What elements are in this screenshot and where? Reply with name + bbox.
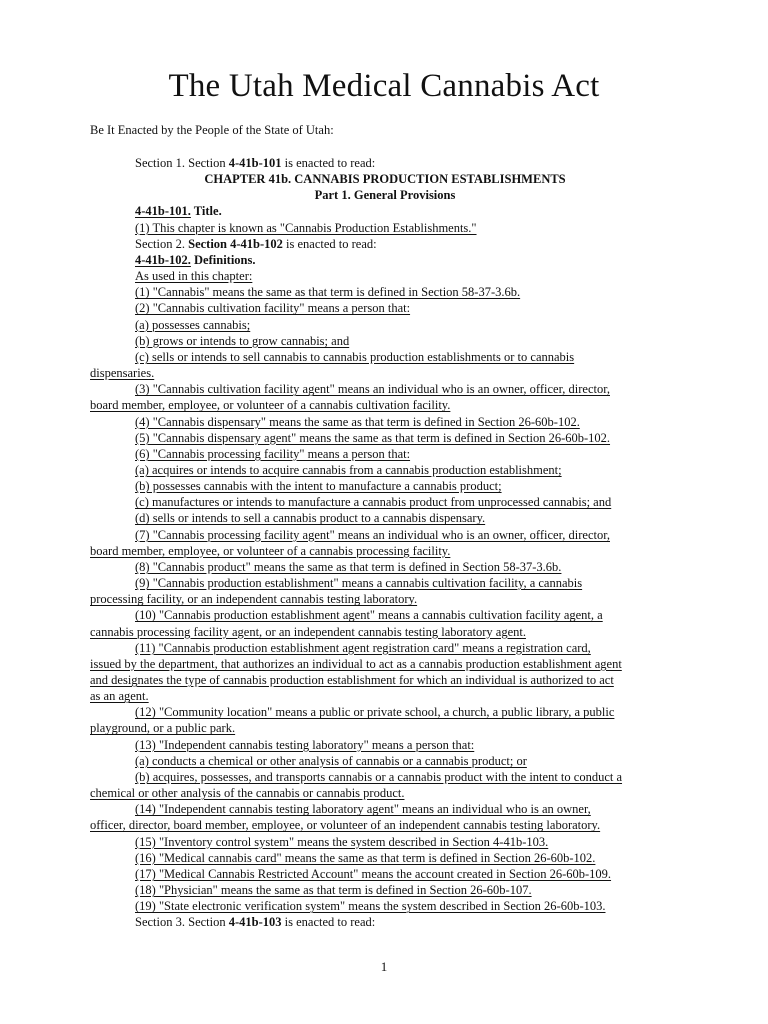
definition-6a: (a) acquires or intends to acquire cannabis from a cannabis production establishment; [135,462,562,477]
definition-18: (18) "Physician" means the same as that term is defined in Section 26-60b-107. [135,883,532,898]
definition-13b: (b) acquires, possesses, and transports cannabis or a cannabis product with the intent to conduct a [135,769,623,784]
definition-16: (16) "Medical cannabis card" means the same as that term is defined in Section 26-60b-102. [135,850,596,865]
section-1-intro: Section 1. Section 4-41b-101 is enacted to read: [135,156,376,170]
definition-19: (19) "State electronic verification system" means the system described in Section 26-60b-103. [135,899,606,914]
definition-12: (12) "Community location" means a public or private school, a church, a public library, a public [135,705,615,720]
definition-2b: (b) grows or intends to grow cannabis; and [135,333,350,348]
definition-2c: (c) sells or intends to sell cannabis to cannabis production establishments or to cannabis [135,349,575,364]
definition-6d: (d) sells or intends to sell a cannabis product to a cannabis dispensary. [135,511,486,526]
definition-9: (9) "Cannabis production establishment" means a cannabis cultivation facility, a cannabis [135,576,583,591]
section-101-heading: 4-41b-101. Title. [135,204,222,219]
enacting-clause: Be It Enacted by the People of the State of Utah: [90,123,334,137]
definition-12-cont: playground, or a public park. [90,721,236,736]
definition-4: (4) "Cannabis dispensary" means the same as that term is defined in Section 26-60b-102. [135,414,580,429]
section-102-heading: 4-41b-102. Definitions. [135,252,256,267]
definition-10: (10) "Cannabis production establishment agent" means a cannabis cultivation facility agent, a [135,608,603,623]
chapter-heading: CHAPTER 41b. CANNABIS PRODUCTION ESTABLISHMENTS [204,172,566,187]
definition-9-cont: processing facility, or an independent cannabis testing laboratory. [90,592,418,607]
definition-2a: (a) possesses cannabis; [135,317,251,332]
definition-11-cont-2: and designates the type of cannabis production establishment for which an individual is authorized to act [90,673,614,687]
definitions-intro: As used in this chapter: [135,269,253,284]
definition-1: (1) "Cannabis" means the same as that term is defined in Section 58-37-3.6b. [135,285,521,300]
section-3-intro: Section 3. Section 4-41b-103 is enacted to read: [135,915,376,930]
part-heading: Part 1. General Provisions [314,188,456,203]
definition-17: (17) "Medical Cannabis Restricted Account" means the account created in Section 26-60b-109. [135,866,612,881]
definition-5: (5) "Cannabis dispensary agent" means the same as that term is defined in Section 26-60b-102. [135,430,611,445]
definition-13a: (a) conducts a chemical or other analysis of cannabis or a cannabis product; or [135,753,527,768]
definition-11-cont-1: issued by the department, that authorizes an individual to act as a cannabis production establishment agent [90,656,622,671]
definition-13b-cont: chemical or other analysis of the cannabis or cannabis product. [90,786,405,801]
definition-2: (2) "Cannabis cultivation facility" means a person that: [135,301,411,316]
page-number: 1 [380,959,388,974]
section-101-text: (1) This chapter is known as "Cannabis Production Establishments." [135,220,477,235]
definition-3: (3) "Cannabis cultivation facility agent" means an individual who is an owner, officer, director, [135,382,610,397]
definition-6c: (c) manufactures or intends to manufacture a cannabis product from unprocessed cannabis; and [135,495,612,510]
definition-14-cont: officer, director, board member, employee, or volunteer of an independent cannabis testing laboratory. [90,818,601,833]
definition-2c-cont: dispensaries. [90,366,155,381]
definition-8: (8) "Cannabis product" means the same as that term is defined in Section 58-37-3.6b. [135,559,562,574]
definition-7: (7) "Cannabis processing facility agent" means an individual who is an owner, officer, director, [135,527,610,542]
section-2-intro: Section 2. Section 4-41b-102 is enacted to read: [135,236,377,251]
definition-7-cont: board member, employee, or volunteer of a cannabis processing facility. [90,543,451,558]
definition-15: (15) "Inventory control system" means the system described in Section 4-41b-103. [135,834,549,849]
definition-11: (11) "Cannabis production establishment agent registration card" means a registration card, [135,640,591,655]
definition-6: (6) "Cannabis processing facility" means a person that: [135,446,411,461]
definition-6b: (b) possesses cannabis with the intent to manufacture a cannabis product; [135,479,502,494]
document-body [90,155,680,931]
definition-13: (13) "Independent cannabis testing laboratory" means a person that: [135,737,475,752]
definition-11-cont-3: as an agent. [90,689,149,704]
definition-3-cont: board member, employee, or volunteer of a cannabis cultivation facility. [90,398,451,413]
document-title: The Utah Medical Cannabis Act [168,68,600,104]
definition-14: (14) "Independent cannabis testing laboratory agent" means an individual who is an owner, [135,802,591,817]
definition-10-cont: cannabis processing facility agent, or an independent cannabis testing laboratory agent. [90,624,526,639]
